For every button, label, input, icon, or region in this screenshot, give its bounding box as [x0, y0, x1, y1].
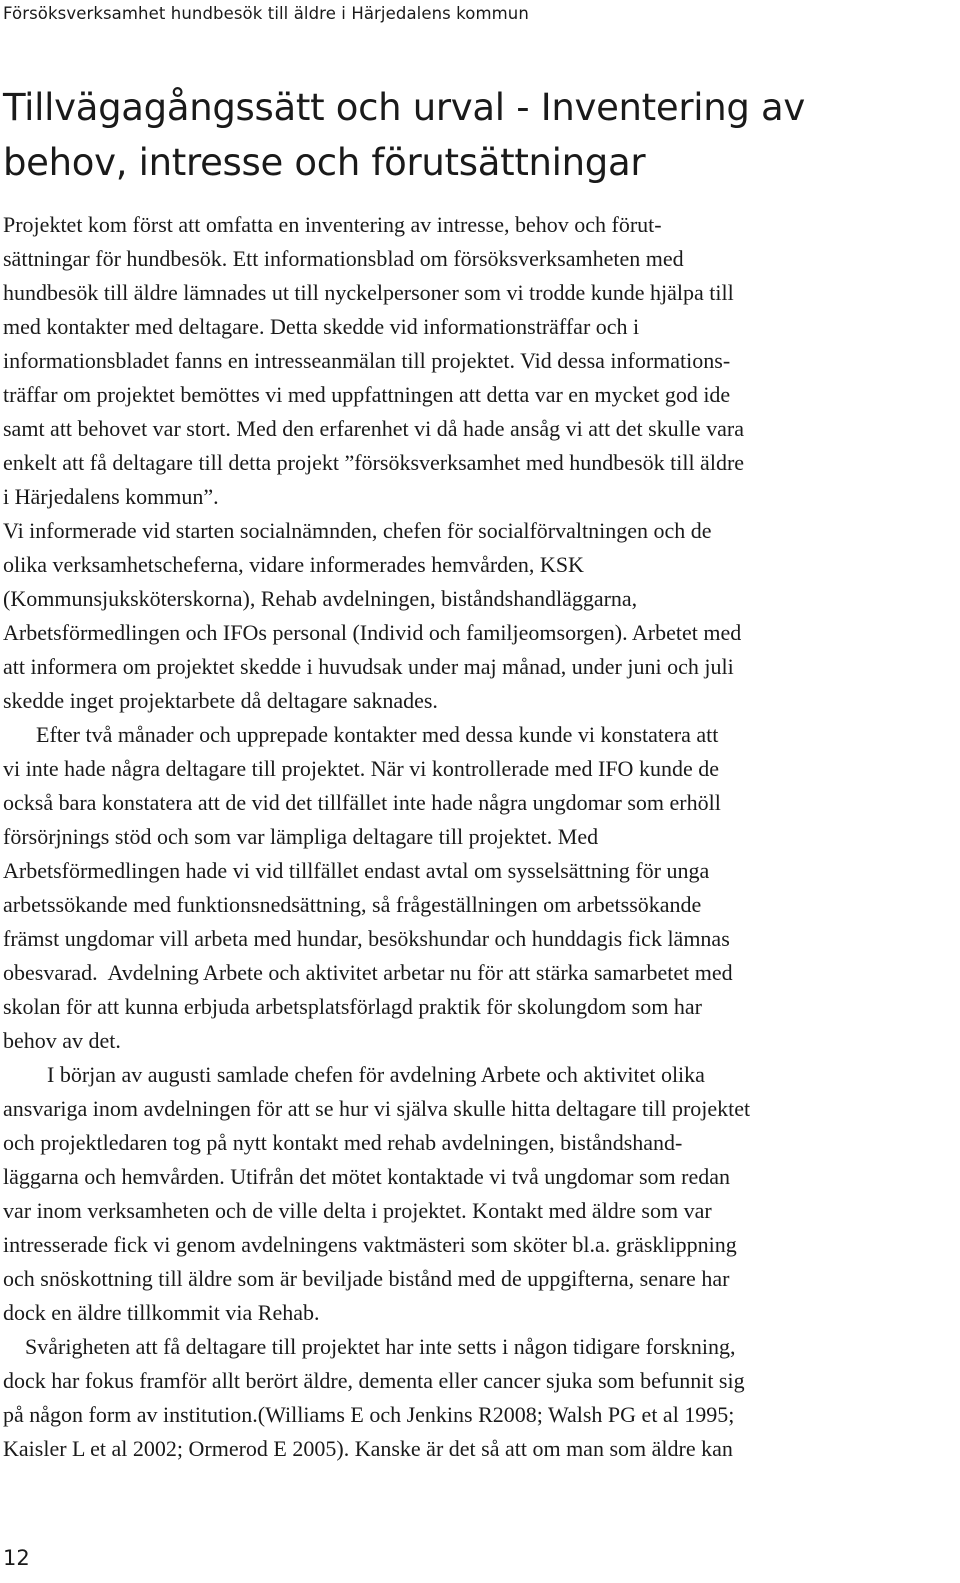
body-line: ansvariga inom avdelningen för att se hur vi själva skulle hitta deltagare till projektet [3, 1096, 751, 1121]
body-line: (Kommunsjuksköterskorna), Rehab avdelningen, biståndshandläggarna, [3, 586, 638, 611]
body-line: främst ungdomar vill arbeta med hundar, besökshundar och hunddagis fick lämnas [3, 926, 730, 951]
body-line: arbetssökande med funktionsnedsättning, så frågeställningen om arbetssökande [3, 892, 702, 917]
body-line: Vi informerade vid starten socialnämnden, chefen för socialförvaltningen och de [3, 518, 712, 543]
body-line: försörjnings stöd och som var lämpliga deltagare till projektet. Med [3, 824, 599, 849]
body-line: Arbetsförmedlingen och IFOs personal (Individ och familjeomsorgen). Arbetet med [3, 620, 742, 645]
body-text [3, 208, 953, 1466]
body-line: träffar om projektet bemöttes vi med uppfattningen att detta var en mycket god ide [3, 382, 731, 407]
page-number: 12 [3, 1546, 30, 1570]
body-line: och projektledaren tog på nytt kontakt med rehab avdelningen, biståndshand- [3, 1130, 683, 1155]
body-line: var inom verksamheten och de ville delta i projektet. Kontakt med äldre som var [3, 1198, 712, 1223]
body-line: Arbetsförmedlingen hade vi vid tillfället endast avtal om sysselsättning för unga [3, 858, 710, 883]
body-line: obesvarad. Avdelning Arbete och aktivitet arbetar nu för att stärka samarbetet med [3, 960, 733, 985]
body-line: Svårigheten att få deltagare till projektet har inte setts i någon tidigare forskning, [3, 1334, 736, 1359]
running-header: Försöksverksamhet hundbesök till äldre i Härjedalens kommun [3, 4, 529, 23]
body-line: behov av det. [3, 1028, 121, 1053]
section-heading-line: behov, intresse och förutsättningar [3, 141, 646, 184]
body-line: att informera om projektet skedde i huvudsak under maj månad, under juni och juli [3, 654, 734, 679]
body-line: I början av augusti samlade chefen för avdelning Arbete och aktivitet olika [3, 1062, 705, 1087]
body-line: enkelt att få deltagare till detta projekt ”försöksverksamhet med hundbesök till äldre [3, 450, 745, 475]
body-line: skolan för att kunna erbjuda arbetsplatsförlagd praktik för skolungdom som har [3, 994, 702, 1019]
body-line: på någon form av institution.(Williams E och Jenkins R2008; Walsh PG et al 1995; [3, 1402, 735, 1427]
body-line: informationsbladet fanns en intresseanmälan till projektet. Vid dessa informations- [3, 348, 731, 373]
body-line: intresserade fick vi genom avdelningens vaktmästeri som sköter bl.a. gräsklippning [3, 1232, 737, 1257]
body-line: och snöskottning till äldre som är beviljade bistånd med de uppgifterna, senare har [3, 1266, 730, 1291]
body-line: Projektet kom först att omfatta en inventering av intresse, behov och förut- [3, 212, 662, 237]
section-heading-line: Tillvägagångssätt och urval - Inventering av [3, 86, 806, 129]
body-line: olika verksamhetscheferna, vidare informerades hemvården, KSK [3, 552, 584, 577]
body-line: skedde inget projektarbete då deltagare saknades. [3, 688, 438, 713]
body-line: dock har fokus framför allt berört äldre, dementa eller cancer sjuka som befunnit sig [3, 1368, 745, 1393]
body-line: Efter två månader och upprepade kontakter med dessa kunde vi konstatera att [3, 722, 719, 747]
section-heading [3, 80, 953, 190]
body-line: samt att behovet var stort. Med den erfarenhet vi då hade ansåg vi att det skulle vara [3, 416, 745, 441]
body-line: dock en äldre tillkommit via Rehab. [3, 1300, 320, 1325]
body-line: sättningar för hundbesök. Ett informationsblad om försöksverksamheten med [3, 246, 684, 271]
body-line: vi inte hade några deltagare till projektet. När vi kontrollerade med IFO kunde de [3, 756, 719, 781]
body-line: läggarna och hemvården. Utifrån det mötet kontaktade vi två ungdomar som redan [3, 1164, 730, 1189]
body-line: i Härjedalens kommun”. [3, 484, 219, 509]
body-line: hundbesök till äldre lämnades ut till nyckelpersoner som vi trodde kunde hjälpa till [3, 280, 734, 305]
body-line: med kontakter med deltagare. Detta skedde vid informationsträffar och i [3, 314, 640, 339]
body-line: Kaisler L et al 2002; Ormerod E 2005). Kanske är det så att om man som äldre kan [3, 1436, 733, 1461]
body-line: också bara konstatera att de vid det tillfället inte hade några ungdomar som erhöll [3, 790, 721, 815]
